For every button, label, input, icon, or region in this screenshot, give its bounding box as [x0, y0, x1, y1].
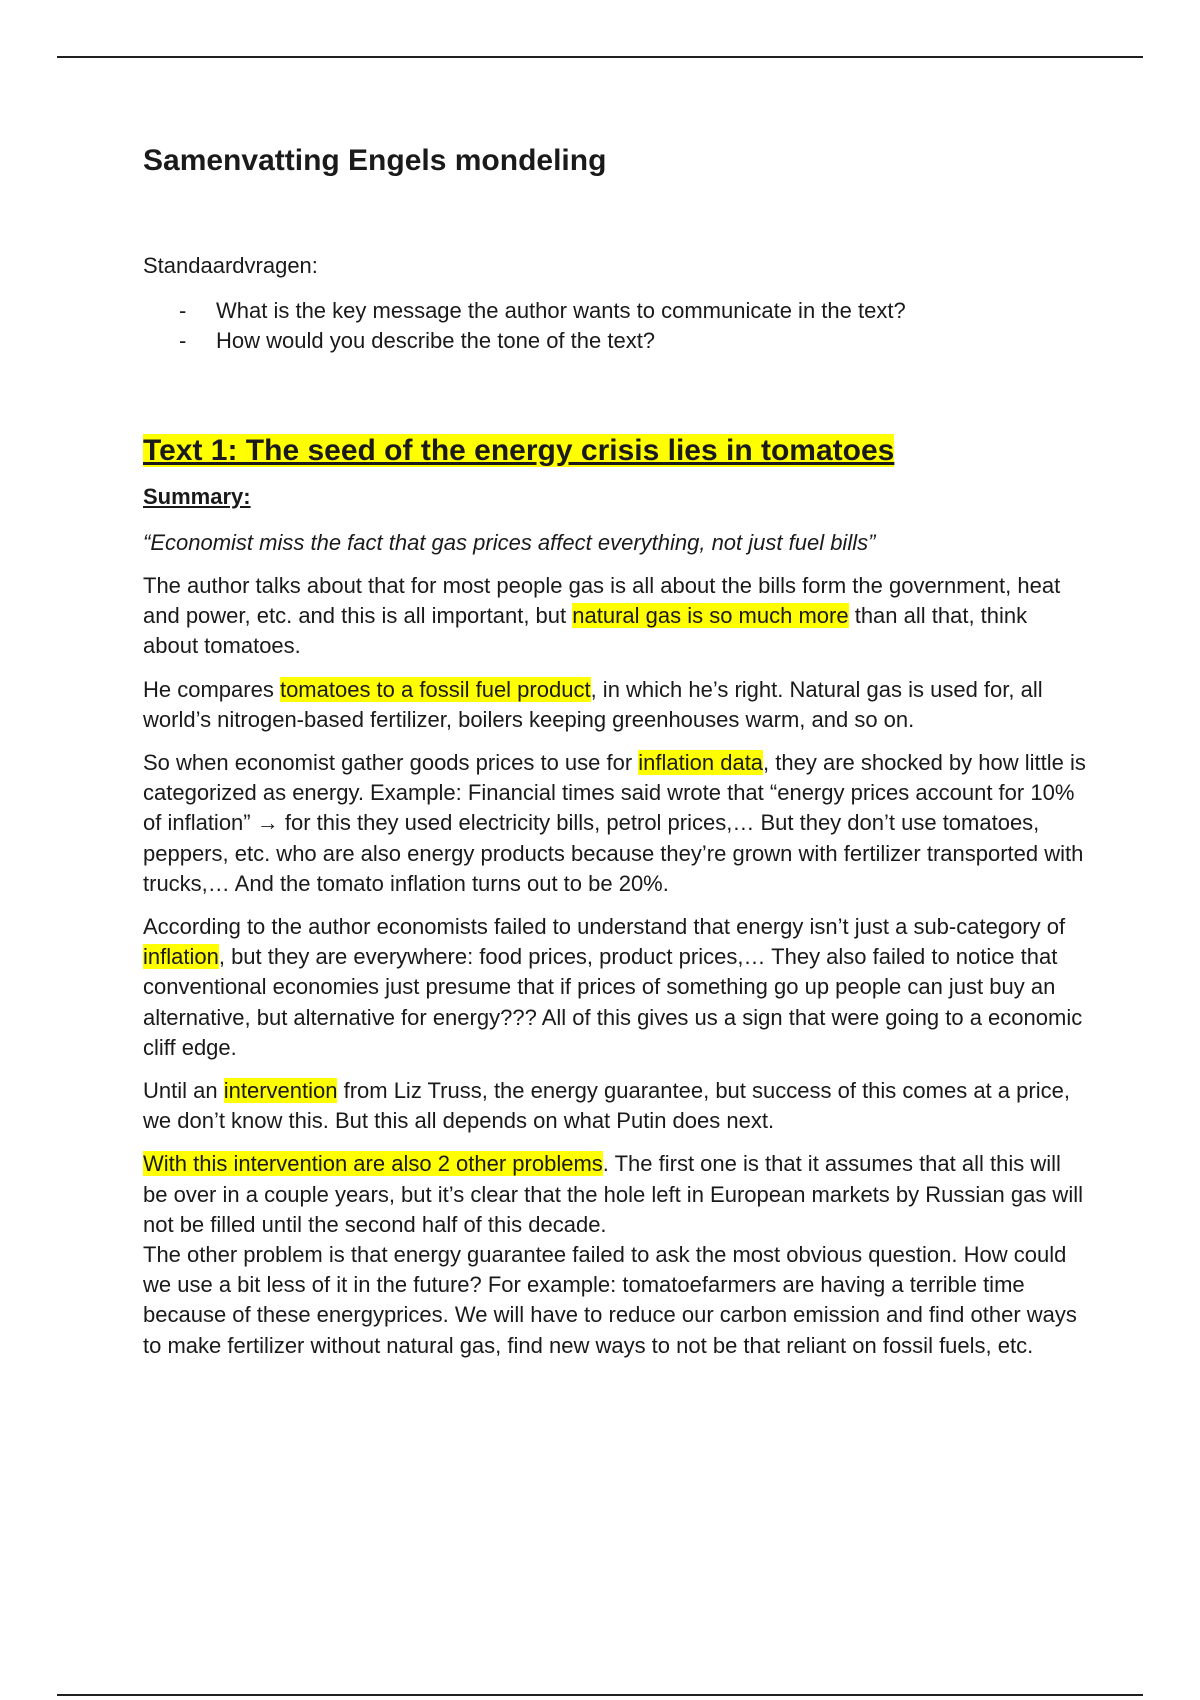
- highlighted-text: natural gas is so much more: [572, 603, 849, 629]
- paragraph-3: [143, 748, 1088, 899]
- highlighted-text: intervention: [223, 1078, 338, 1104]
- bullet-dash: -: [179, 298, 187, 323]
- paragraph-text: The other problem is that energy guarantee failed to ask the most obvious question. How could we use a bit less of it in the future? For example: tomatoefarmers are having a terrible time because of these energyprices. We will have to reduce our carbon emission and find other ways to make fertilizer without natural gas, find new ways to not be that reliant on fossil fuels, etc.: [143, 1242, 1077, 1358]
- list-item: [143, 326, 1088, 356]
- paragraph-text: Until an: [143, 1078, 224, 1104]
- question-text: What is the key message the author wants to communicate in the text?: [216, 298, 906, 323]
- bullet-dash: -: [179, 328, 187, 353]
- paragraph-1: [143, 571, 1088, 662]
- section-heading-text: Text 1: The seed of the energy crisis lies in tomatoes: [143, 434, 895, 467]
- highlighted-text: tomatoes to a fossil fuel product: [279, 676, 591, 702]
- paragraph-text: from Liz Truss, the energy guarantee, but success of this comes at a price, we don’t know this. But this all depends on what Putin does next.: [143, 1078, 1070, 1134]
- paragraph-5: [143, 1076, 1088, 1136]
- section-heading: [143, 431, 1088, 471]
- summary-quote: “Economist miss the fact that gas prices affect everything, not just fuel bills”: [143, 530, 876, 555]
- paragraph-6: [143, 1149, 1088, 1360]
- paragraph-2: [143, 675, 1088, 735]
- highlighted-text: inflation data: [638, 750, 764, 776]
- document-body: [143, 141, 1088, 1361]
- paragraph-text: So when economist gather goods prices to use for: [143, 750, 639, 776]
- paragraph-4: [143, 912, 1088, 1063]
- top-rule: [57, 56, 1143, 58]
- paragraph-text: He compares: [143, 676, 280, 702]
- highlighted-text: inflation: [143, 944, 219, 970]
- paragraph-text: According to the author economists failed to understand that energy isn’t just a sub-category of: [143, 914, 1066, 940]
- paragraph-text: , but they are everywhere: food prices, product prices,… They also failed to notice that conventional economies just presume that if prices of something go up people can just buy an alternative, but alternative for energy??? All of this gives us a sign that were going to a economic cliff edge.: [143, 944, 1083, 1060]
- summary-label: Summary:: [143, 484, 251, 509]
- paragraph-text: than all that, think about tomatoes.: [143, 603, 1028, 659]
- question-list: [143, 296, 1088, 356]
- paragraph-text: , in which he’s right. Natural gas is used for, all world’s nitrogen-based fertilizer, boilers keeping greenhouses warm, and so on.: [143, 676, 1043, 732]
- document-title: Samenvatting Engels mondeling: [143, 144, 607, 177]
- list-item: [143, 296, 1088, 326]
- bottom-rule: [57, 1694, 1143, 1696]
- paragraph-text: , they are shocked by how little is categorized as energy. Example: Financial times said wrote that “energy prices account for 10% of inflation” → for this they used electricity bills, petrol prices,… But they don’t use tomatoes, peppers, etc. who are also energy products because they’re grown with fertilizer transported with trucks,… And the tomato inflation turns out to be 20%.: [143, 750, 1086, 896]
- highlighted-text: With this intervention are also 2 other problems: [143, 1151, 603, 1177]
- paragraph-text: . The first one is that it assumes that all this will be over in a couple years, but it’s clear that the hole left in European markets by Russian gas will not be filled until the second half of this decade.: [143, 1151, 1083, 1237]
- paragraph-text: The author talks about that for most people gas is all about the bills form the government, heat and power, etc. and this is all important, but: [143, 573, 1061, 629]
- question-text: How would you describe the tone of the text?: [216, 328, 656, 353]
- intro-label: Standaardvragen:: [143, 253, 318, 278]
